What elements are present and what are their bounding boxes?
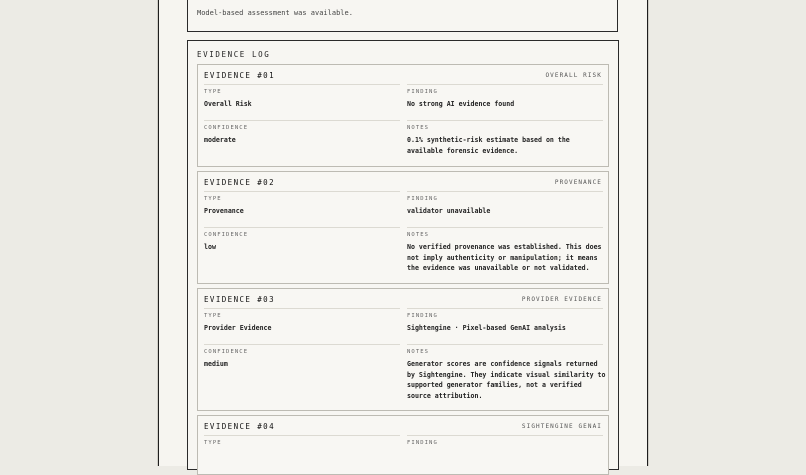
evidence-card-tag: PROVIDER EVIDENCE (521, 296, 602, 303)
evidence-card-title: EVIDENCE #01 (204, 71, 275, 80)
notes-line: the evidence was unavailable or not validated. (407, 264, 590, 272)
evidence-log (187, 40, 619, 470)
divider (204, 308, 400, 309)
evidence-card-title: EVIDENCE #04 (204, 422, 275, 431)
divider (204, 344, 400, 345)
divider (407, 191, 603, 192)
divider (204, 191, 400, 192)
type-label: TYPE (204, 196, 222, 202)
notes-line: supported generator families, not a verified (407, 381, 582, 389)
notes-line: available forensic evidence. (407, 146, 519, 155)
notes-value (407, 359, 607, 401)
notes-line: not imply authenticity or manipulation; it means (407, 253, 598, 262)
confidence-value: medium (204, 360, 228, 368)
notes-label: NOTES (407, 349, 430, 355)
evidence-card (197, 171, 609, 284)
type-label: TYPE (204, 313, 222, 319)
confidence-label: CONFIDENCE (204, 125, 249, 131)
notes-line: Generator scores are confidence signals returned (407, 360, 598, 368)
evidence-card-tag: OVERALL RISK (545, 72, 602, 79)
finding-label: FINDING (407, 440, 438, 446)
evidence-card-tag: PROVENANCE (554, 179, 602, 186)
divider (407, 344, 603, 345)
evidence-card (197, 64, 609, 167)
notes-value (407, 135, 607, 156)
confidence-value: low (204, 243, 216, 251)
type-value: Provenance (204, 207, 244, 215)
finding-label: FINDING (407, 89, 438, 95)
type-label: TYPE (204, 89, 222, 95)
divider (204, 84, 400, 85)
notes-line: source attribution. (407, 391, 483, 400)
divider (204, 120, 400, 121)
divider (407, 120, 603, 121)
evidence-card-header (204, 71, 602, 83)
divider (407, 308, 603, 309)
type-value: Provider Evidence (204, 324, 272, 332)
evidence-card-title: EVIDENCE #02 (204, 178, 275, 187)
type-label: TYPE (204, 440, 222, 446)
notes-value (407, 242, 607, 274)
finding-value: No strong AI evidence found (407, 100, 515, 108)
notes-line: by Sightengine. They indicate visual similarity to (407, 370, 606, 379)
evidence-card-header (204, 178, 602, 190)
finding-label: FINDING (407, 313, 438, 319)
type-value: Overall Risk (204, 100, 252, 108)
notes-line: 0.1% synthetic-risk estimate based on the (407, 136, 570, 144)
confidence-value: moderate (204, 136, 236, 144)
finding-value: validator unavailable (407, 207, 491, 215)
evidence-card (197, 415, 609, 475)
divider (407, 227, 603, 228)
assessment-message: Model-based assessment was available. (197, 9, 353, 17)
confidence-label: CONFIDENCE (204, 349, 249, 355)
divider (204, 435, 400, 436)
confidence-label: CONFIDENCE (204, 232, 249, 238)
finding-label: FINDING (407, 196, 438, 202)
finding-value: Sightengine · Pixel-based GenAI analysis (407, 324, 566, 332)
assessment-panel (187, 0, 618, 32)
divider (407, 84, 603, 85)
notes-label: NOTES (407, 125, 430, 131)
divider (407, 435, 603, 436)
evidence-card (197, 288, 609, 411)
evidence-card-title: EVIDENCE #03 (204, 295, 275, 304)
divider (204, 227, 400, 228)
evidence-card-tag: SIGHTENGINE GENAI (521, 423, 602, 430)
evidence-card-header (204, 295, 602, 307)
notes-line: No verified provenance was established. This does (407, 243, 602, 251)
notes-label: NOTES (407, 232, 430, 238)
evidence-card-header (204, 422, 602, 434)
evidence-log-title: EVIDENCE LOG (197, 50, 271, 59)
